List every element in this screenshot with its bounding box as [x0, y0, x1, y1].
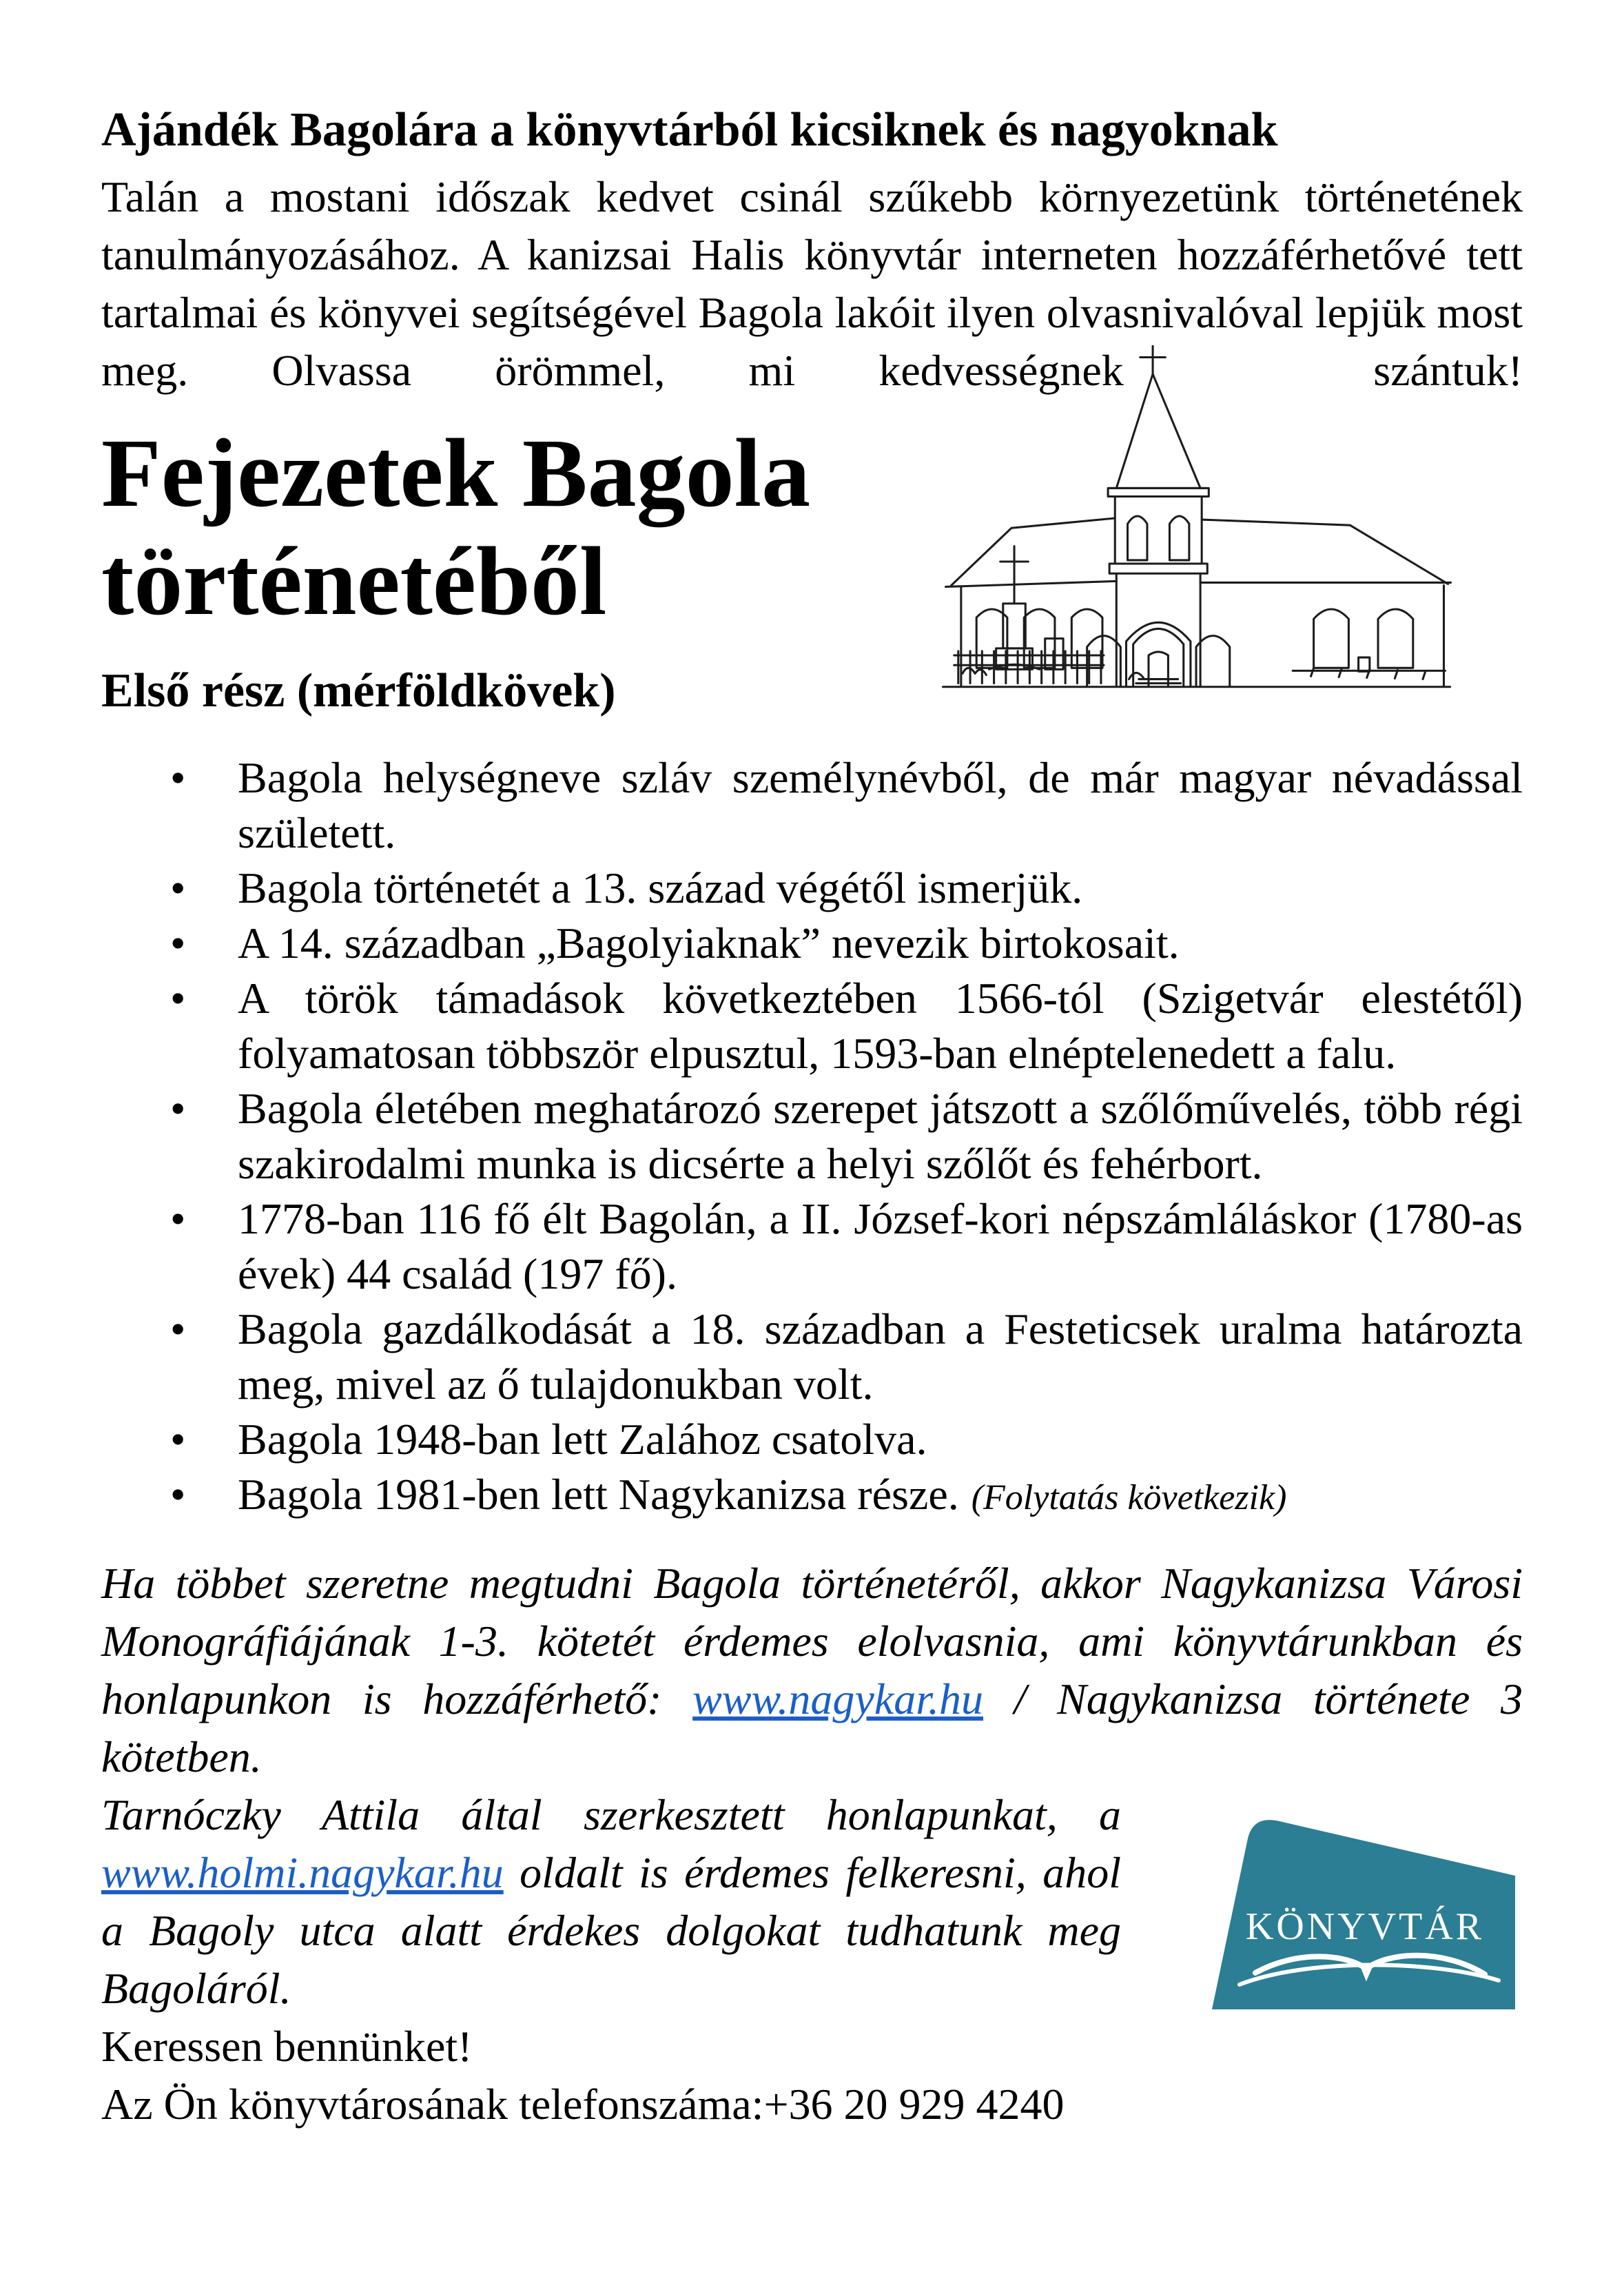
- bullet-icon: •: [170, 919, 186, 968]
- intro-text: Talán a mostani időszak kedvet csinál szűkebb környezetünk történetének tanulmányozásához. A kanizsai Halis könyvtár interneten hozzáférhetővé tett tartalmai és könyvei segítségével Bagola lakóit ilyen olvasnivalóval lepjük most meg. Olvassa örömmel, mi kedvességnek: [101, 172, 1523, 396]
- list-item-text: Bagola helységneve szláv személynévből, de már magyar névadással született.: [238, 753, 1523, 858]
- list-item-text: A 14. században „Bagolyiaknak” nevezik birtokosait.: [238, 919, 1180, 968]
- list-item-text: Bagola gazdálkodását a 18. században a Festeticsek uralma határozta meg, mivel az ő tulajdonukban volt.: [238, 1304, 1523, 1409]
- list-item: [101, 1412, 1523, 1467]
- section-heading: Első rész (mérföldkövek): [101, 664, 616, 717]
- crucifix-icon: [1000, 546, 1029, 604]
- list-item-text: A török támadások következtében 1566-tól (Szigetvár elestétől) folyamatosan többször elpusztul, 1593-ban elnéptelenedett a falu.: [238, 974, 1523, 1078]
- list-item: [101, 861, 1523, 916]
- info-text: / Nagykanizsa története 3 kötetben.: [101, 1674, 1523, 1782]
- list-item-text: Bagola történetét a 13. század végétől ismerjük.: [238, 863, 1083, 913]
- milestones-list: [101, 750, 1523, 1526]
- list-item: [101, 750, 1523, 861]
- phone-line: Az Ön könyvtárosának telefonszáma:+36 20 929 4240: [101, 2080, 1065, 2129]
- list-item-note: (Folytatás következik): [971, 1478, 1287, 1518]
- bullet-icon: •: [170, 753, 186, 803]
- list-item-text: Bagola 1948-ban lett Zalához csatolva.: [238, 1415, 927, 1464]
- bullet-icon: •: [170, 1470, 186, 1519]
- bullet-icon: •: [170, 1415, 186, 1464]
- holmi-nagykar-link[interactable]: www.holmi.nagykar.hu: [101, 1848, 504, 1898]
- list-item-text: 1778-ban 116 fő élt Bagolán, a II. József-kori népszámláláskor (1780-as évek) 44 család (197 fő).: [238, 1194, 1523, 1299]
- list-item: [101, 1081, 1523, 1191]
- library-logo: [1204, 1797, 1517, 2011]
- list-item: [101, 1302, 1523, 1412]
- page-title: Ajándék Bagolára a könyvtárból kicsiknek és nagyoknak: [101, 103, 1278, 156]
- nagykar-link[interactable]: www.nagykar.hu: [692, 1674, 984, 1724]
- bullet-icon: •: [170, 1194, 186, 1244]
- list-item: [101, 971, 1523, 1081]
- bullet-icon: •: [170, 863, 186, 913]
- info-text: Ha többet szeretne megtudni Bagola történetéről, akkor Nagykanizsa Városi Monográfiájának 1-3. kötetét érdemes elolvasnia, ami könyvtárunkban és honlapunkon is hozzáférhető:: [101, 1559, 1523, 1724]
- bullet-icon: •: [170, 1304, 186, 1354]
- bullet-icon: •: [170, 1084, 186, 1134]
- list-item-text: Bagola 1981-ben lett Nagykanizsa része.: [238, 1470, 959, 1519]
- intro-text-end: szántuk!: [1373, 346, 1523, 396]
- church-illustration-icon: [922, 339, 1468, 696]
- list-item: [101, 916, 1523, 971]
- list-item: [101, 1191, 1523, 1302]
- info-paragraph-2: [101, 1786, 1121, 2018]
- main-heading: Fejezetek Bagola történetéből: [101, 418, 811, 635]
- list-item: [101, 1467, 1523, 1526]
- info-text: Tarnóczky Attila által szerkesztett honlapunkat, a: [101, 1790, 1121, 1840]
- logo-text: KÖNYVTÁR: [1245, 1905, 1485, 1948]
- call-to-action: Keressen bennünket!: [101, 2022, 473, 2071]
- bullet-icon: •: [170, 974, 186, 1023]
- info-text: oldalt is érdemes felkeresni, ahol a Bagoly utca alatt érdekes dolgokat tudhatunk meg Bagoláról.: [101, 1848, 1121, 2014]
- list-item-text: Bagola életében meghatározó szerepet játszott a szőlőművelés, több régi szakirodalmi munka is dicsérte a helyi szőlőt és fehérbort.: [238, 1084, 1523, 1189]
- info-paragraph-1: [101, 1555, 1523, 1786]
- cross-icon: [1140, 346, 1166, 374]
